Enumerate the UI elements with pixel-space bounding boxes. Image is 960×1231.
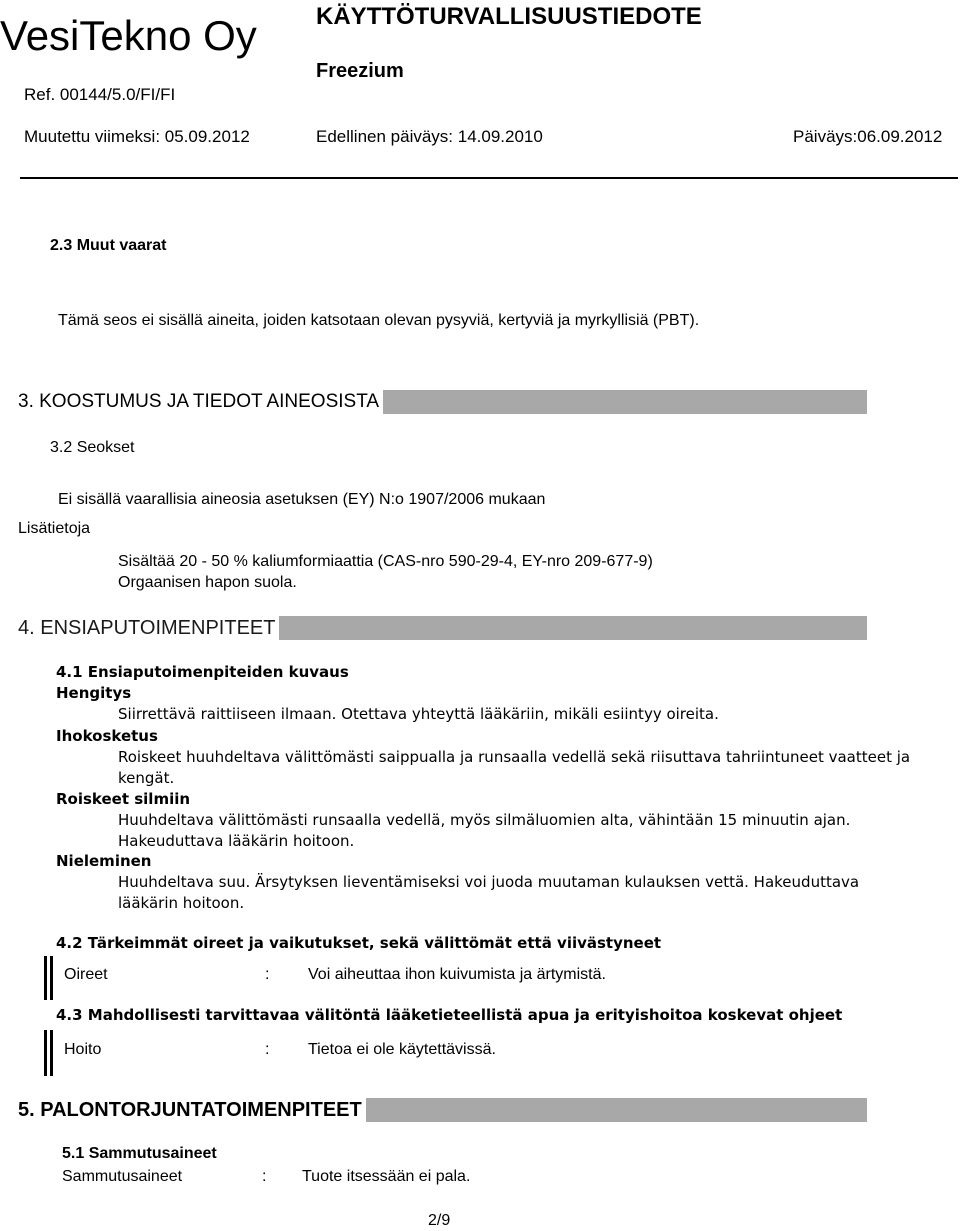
ingestion-text-line-2: lääkärin hoitoon.	[118, 894, 245, 912]
extinguishing-media-colon: :	[262, 1168, 267, 1185]
subsection-4-2-heading: 4.2 Tärkeimmät oireet ja vaikutukset, sekä välittömät että viivästyneet	[56, 934, 662, 952]
product-name: Freezium	[316, 60, 404, 82]
skin-contact-text-line-2: kengät.	[118, 769, 175, 787]
inhalation-text: Siirrettävä raittiiseen ilmaan. Otettava yhteyttä lääkäriin, mikäli esiintyy oireita.	[118, 705, 719, 723]
reference-number: Ref. 00144/5.0/FI/FI	[24, 85, 176, 104]
subsection-2-3-text: Tämä seos ei sisällä aineita, joiden katsotaan olevan pysyviä, kertyviä ja myrkyllisiä (PBT).	[58, 312, 700, 329]
symptoms-value: Voi aiheuttaa ihon kuivumista ja ärtymistä.	[308, 966, 606, 983]
modified-date: Muutettu viimeksi: 05.09.2012	[24, 127, 250, 146]
treatment-value: Tietoa ei ole käytettävissä.	[308, 1041, 496, 1058]
table-border-left-3	[44, 1030, 47, 1076]
eye-contact-text-line-2: Hakeuduttava lääkärin hoitoon.	[118, 832, 355, 850]
section-4-heading: 4. ENSIAPUTOIMENPITEET	[14, 616, 279, 640]
page-number: 2/9	[428, 1212, 451, 1229]
skin-contact-label: Ihokosketus	[56, 727, 158, 745]
table-border-left-1	[44, 956, 47, 1000]
inhalation-label: Hengitys	[56, 684, 132, 702]
section-3-heading: 3. KOOSTUMUS JA TIEDOT AINEOSISTA	[14, 390, 383, 414]
symptoms-colon: :	[265, 966, 270, 983]
extinguishing-media-label: Sammutusaineet	[62, 1168, 183, 1185]
subsection-4-1-heading: 4.1 Ensiaputoimenpiteiden kuvaus	[56, 663, 349, 681]
document-title: KÄYTTÖTURVALLISUUSTIEDOTE	[316, 3, 702, 30]
section-5-bar	[14, 1098, 867, 1122]
additional-info-label: Lisätietoja	[18, 520, 91, 537]
symptoms-label: Oireet	[64, 966, 108, 983]
eye-contact-text-line-1: Huuhdeltava välittömästi runsaalla vedellä, myös silmäluomien alta, vähintään 15 minuutin ajan.	[118, 811, 851, 829]
additional-info-line-2: Orgaanisen hapon suola.	[118, 574, 297, 591]
subsection-3-2-heading: 3.2 Seokset	[50, 439, 135, 456]
table-border-left-2	[50, 956, 53, 1000]
ingestion-text-line-1: Huuhdeltava suu. Ärsytyksen lieventämiseksi voi juoda muutaman kulauksen vettä. Hakeuduttava	[118, 873, 860, 891]
eye-contact-label: Roiskeet silmiin	[56, 790, 191, 808]
ingestion-label: Nieleminen	[56, 852, 152, 870]
treatment-label: Hoito	[64, 1041, 102, 1058]
previous-date: Edellinen päiväys: 14.09.2010	[316, 127, 543, 146]
extinguishing-media-value: Tuote itsessään ei pala.	[302, 1168, 471, 1185]
subsection-4-3-heading: 4.3 Mahdollisesti tarvittavaa välitöntä lääketieteellistä apua ja erityishoitoa koskevat ohjeet	[56, 1006, 843, 1024]
additional-info-line-1: Sisältää 20 - 50 % kaliumformiaattia (CAS-nro 590-29-4, EY-nro 209-677-9)	[118, 553, 653, 570]
skin-contact-text-line-1: Roiskeet huuhdeltava välittömästi saippualla ja runsaalla vedellä sekä riisuttava tahriintuneet vaatteet ja	[118, 748, 911, 766]
header-divider	[20, 177, 958, 179]
subsection-2-3-heading: 2.3 Muut vaarat	[50, 237, 167, 254]
subsection-3-2-text: Ei sisällä vaarallisia aineosia asetuksen (EY) N:o 1907/2006 mukaan	[58, 491, 546, 508]
treatment-colon: :	[265, 1041, 270, 1058]
section-4-bar	[14, 616, 867, 640]
company-name: VesiTekno Oy	[0, 12, 257, 59]
section-5-heading: 5. PALONTORJUNTATOIMENPITEET	[14, 1098, 366, 1122]
issue-date: Päiväys:06.09.2012	[793, 127, 943, 146]
section-3-bar	[14, 390, 867, 414]
subsection-5-1-heading: 5.1 Sammutusaineet	[62, 1145, 217, 1162]
table-border-left-4	[50, 1030, 53, 1076]
